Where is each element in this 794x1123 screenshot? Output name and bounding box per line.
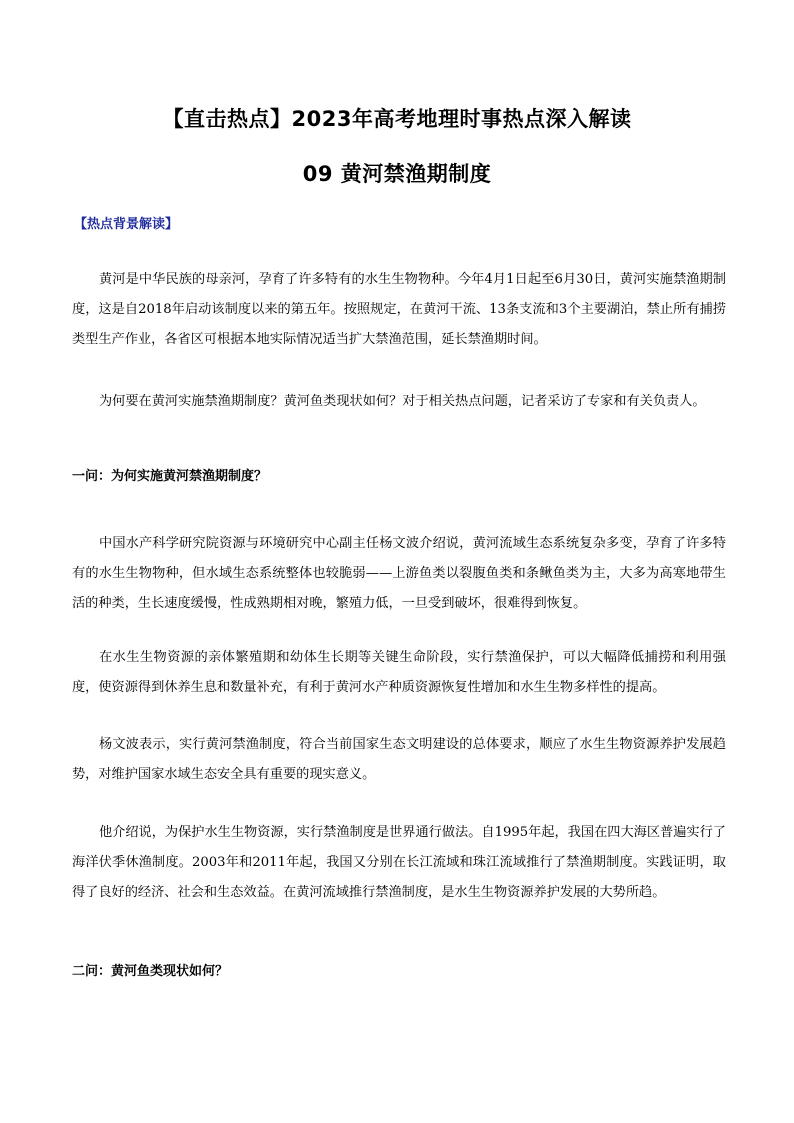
paragraph-world-practice: 他介绍说，为保护水生生物资源，实行禁渔制度是世界通行做法。自1995年起，我国在四大海区普遍实行了海洋伏季休渔制度。2003年和2011年起，我国又分别在长江流域和珠江流域推行了禁渔期制度。实践证明，取得了良好的经济、社会和生态效益。在黄河流域推行禁渔制度，是水生生物资源养护发展的大势所趋。 (72, 825, 726, 901)
paragraph-intro: 黄河是中华民族的母亲河，孕育了许多特有的水生生物物种。今年4月1日起至6月30日，黄河实施禁渔期制度，这是自2018年启动该制度以来的第五年。按照规定，在黄河干流、13条支流和3个主要湖泊，禁止所有捕捞类型生产作业，各省区可根据本地实际情况适当扩大禁渔范围，延长禁渔期时间。 (72, 272, 726, 348)
question-heading-2: 二问：黄河鱼类现状如何？ (72, 964, 229, 979)
paragraph-significance: 杨文波表示，实行黄河禁渔制度，符合当前国家生态文明建设的总体要求，顺应了水生生物资源养护发展趋势，对维护国家水域生态安全具有重要的现实意义。 (72, 737, 726, 783)
paragraph-questions-lead: 为何要在黄河实施禁渔期制度？黄河鱼类现状如何？对于相关热点问题，记者采访了专家和有关负责人。 (99, 394, 706, 410)
paragraph-expert-intro: 中国水产科学研究院资源与环境研究中心副主任杨文波介绍说，黄河流域生态系统复杂多变，孕育了许多特有的水生生物物种，但水域生态系统整体也较脆弱——上游鱼类以裂腹鱼类和条鳅鱼类为主，大多为高寒地带生活的种类，生长速度缓慢，性成熟期相对晚，繁殖力低，一旦受到破坏，很难得到恢复。 (72, 536, 726, 612)
document-subtitle: 09 黄河禁渔期制度 (302, 162, 492, 186)
section-tag-background: 【热点背景解读】 (74, 217, 179, 232)
question-heading-1: 一问：为何实施黄河禁渔期制度？ (72, 469, 268, 484)
paragraph-protection: 在水生生物资源的亲体繁殖期和幼体生长期等关键生命阶段，实行禁渔保护，可以大幅降低捕捞和利用强度，使资源得到休养生息和数量补充，有利于黄河水产种质资源恢复性增加和水生生物多样性的提高。 (72, 650, 726, 696)
document-title: 【直击热点】2023年高考地理时事热点深入解读 (162, 107, 632, 131)
